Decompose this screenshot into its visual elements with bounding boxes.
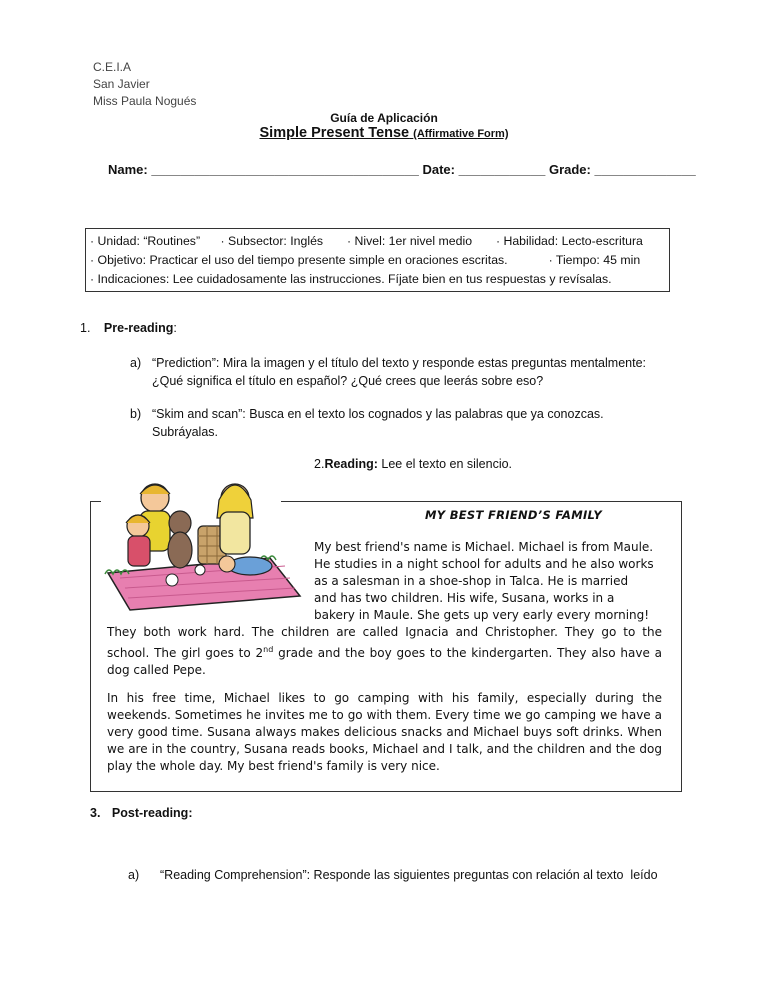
- info-line-2: · Objetivo: Practicar el uso del tiempo presente simple en oraciones escritas. · Tiempo: 45 min: [90, 253, 641, 267]
- title-sub: (Affirmative Form): [413, 128, 509, 140]
- story-paragraph-1: [107, 624, 662, 679]
- item-a-label: a): [130, 356, 142, 370]
- picnic-family-illustration: [100, 478, 305, 618]
- page-title: [0, 125, 768, 141]
- story-title: MY BEST FRIEND’S FAMILY: [425, 508, 602, 522]
- student-info-line: Name: _____________________________________ Date: ____________ Grade: ______________: [108, 162, 696, 177]
- story-p1-sup: nd: [263, 645, 274, 654]
- story-col-line-2: He studies in a night school for adults and he also works: [314, 557, 654, 571]
- item-b-line-2: Subráyalas.: [152, 425, 219, 439]
- section1-heading: [80, 321, 177, 335]
- story-col-line-3: as a salesman in a shoe-shop in Talca. He is married: [314, 574, 629, 588]
- item-b-line-1: “Skim and scan”: Busca en el texto los cognados y las palabras que ya conozcas.: [152, 407, 604, 421]
- teacher-name: Miss Paula Nogués: [93, 94, 197, 108]
- guide-label: Guía de Aplicación: [330, 111, 438, 125]
- section2-text: Lee el texto en silencio.: [377, 457, 513, 471]
- story-p1-part-a: They both work hard. The children are called Ignacia and Christopher. They go to the school. The girl goes to 2: [107, 625, 662, 660]
- school-name: C.E.I.A: [93, 60, 132, 74]
- item-b-label: b): [130, 407, 142, 421]
- info-line-1: · Unidad: “Routines” · Subsector: Inglés · Nivel: 1er nivel medio · Habilidad: Lecto-escritura: [90, 234, 643, 248]
- info-box: [85, 228, 670, 292]
- story-border-right: [281, 501, 681, 502]
- story-p1-part-b: grade and the boy goes to the kindergarten. They also have a dog called Pepe.: [107, 646, 663, 677]
- section2-heading: [314, 457, 512, 471]
- item-3a-text: “Reading Comprehension”: Responde las siguientes preguntas con relación al texto leído: [160, 868, 658, 882]
- section2-number: 2.: [314, 457, 325, 471]
- section3-title: Post-reading:: [111, 806, 193, 820]
- info-line-3: · Indicaciones: Lee cuidadosamente las instrucciones. Fíjate bien en tus respuestas y revísalas.: [90, 272, 612, 286]
- story-col-line-5: bakery in Maule. She gets up very early every morning!: [314, 608, 650, 622]
- section1-number: 1.: [80, 321, 91, 335]
- section3-number: 3.: [90, 806, 101, 820]
- title-main: Simple Present Tense: [259, 125, 410, 141]
- section1-colon: :: [173, 321, 177, 335]
- story-paragraph-2: In his free time, Michael likes to go camping with his family, especially during the weekends. Sometimes he invites me to go with them. Every time we go camping we have a very good time. Susana always makes delicious snacks and Michael buys soft drinks. When we are in the country, Susana reads books, Michael and I talk, and the children and the dog play the whole day. My best friend's family is very nice.: [107, 691, 662, 773]
- item-3a-label: a): [128, 868, 140, 882]
- section1-title: Pre-reading: [103, 321, 174, 335]
- city-name: San Javier: [93, 77, 150, 91]
- story-col-line-4: and has two children. His wife, Susana, works in a: [314, 591, 615, 605]
- item-a-line-2: ¿Qué significa el título en español? ¿Qué crees que leerás sobre eso?: [152, 374, 544, 388]
- section3-heading: [90, 806, 192, 820]
- story-col-line-1: My best friend's name is Michael. Michael is from Maule.: [314, 540, 654, 554]
- story-intro-column: [314, 539, 662, 624]
- item-a-line-1: “Prediction”: Mira la imagen y el título del texto y responde estas preguntas mentalmente:: [152, 356, 647, 370]
- section2-title: Reading:: [324, 457, 378, 471]
